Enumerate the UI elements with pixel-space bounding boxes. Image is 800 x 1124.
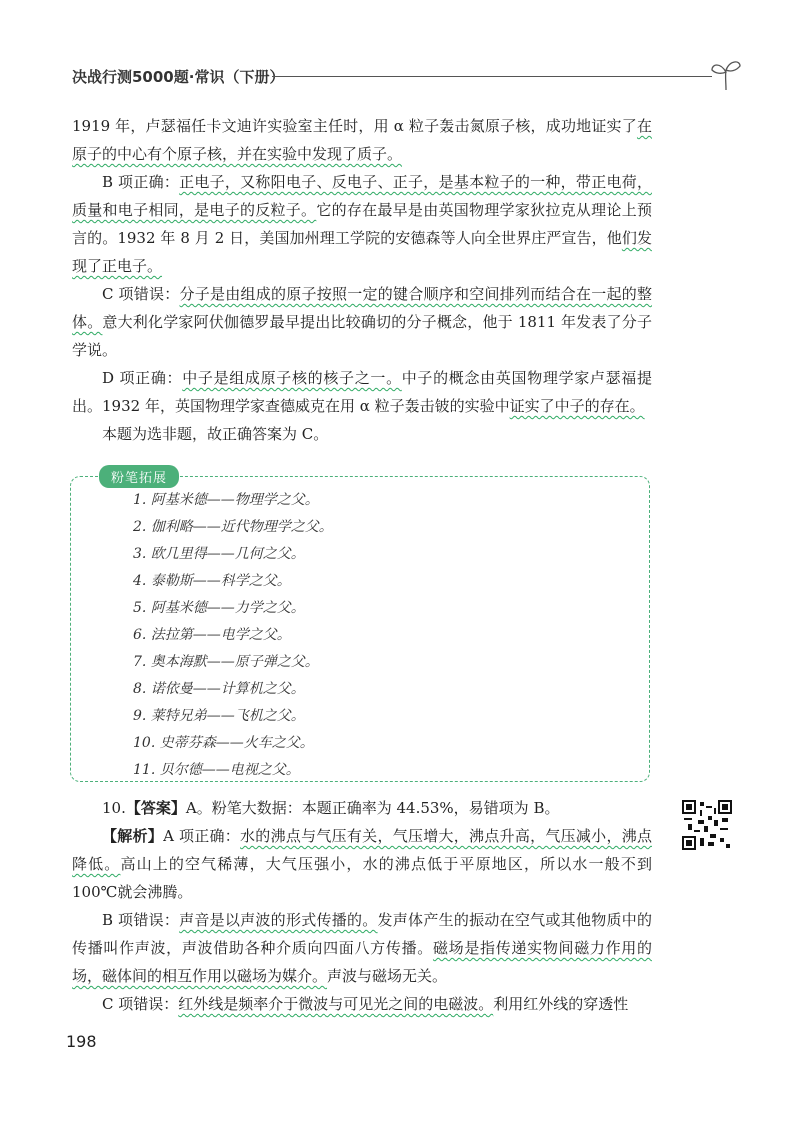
extension-box bbox=[70, 471, 650, 782]
list-item: 8. 诺依曼——计算机之父。 bbox=[133, 681, 305, 697]
list-item: 4. 泰勒斯——科学之父。 bbox=[133, 573, 291, 589]
item-b-paragraph: B 项正确：正电子，又称阳电子、反电子、正子，是基本粒子的一种，带正电荷，质量和电子相同，是电子的反粒子。它的存在最早是由英国物理学家狄拉克从理论上预言的。1932 年 8 月 2 日，美国加州理工学院的安德森等人向全世界庄严宣告，他们发现了正电子。 bbox=[72, 173, 652, 275]
intro-paragraph: 1919 年，卢瑟福任卡文迪许实验室主任时，用 α 粒子轰击氮原子核，成功地证实了在原子的中心有个原子核，并在实验中发现了质子。 bbox=[72, 117, 652, 163]
book-title: 决战行测5000题·常识（下册） bbox=[72, 68, 285, 86]
list-item: 9. 莱特兄弟——飞机之父。 bbox=[133, 708, 305, 724]
list-item: 6. 法拉第——电学之父。 bbox=[133, 627, 291, 643]
answer-body bbox=[72, 112, 652, 448]
list-item: 7. 奥本海默——原子弹之父。 bbox=[133, 654, 319, 670]
list-item: 2. 伽利略——近代物理学之父。 bbox=[133, 519, 333, 535]
list-item: 11. 贝尔德——电视之父。 bbox=[133, 762, 300, 778]
list-item: 10. 史蒂芬森——火车之父。 bbox=[133, 735, 314, 751]
analysis-c: C 项错误：红外线是频率介于微波与可见光之间的电磁波。利用红外线的穿透性 bbox=[102, 995, 629, 1013]
extension-list bbox=[133, 487, 333, 784]
question-10-answer bbox=[72, 794, 652, 1018]
page-header bbox=[72, 56, 742, 92]
list-item: 5. 阿基米德——力学之父。 bbox=[133, 600, 305, 616]
qr-code-icon[interactable] bbox=[682, 800, 732, 850]
extension-label: 粉笔拓展 bbox=[99, 465, 179, 488]
item-d-paragraph: D 项正确：中子是组成原子核的核子之一。中子的概念由英国物理学家卢瑟福提出。1932 年，英国物理学家查德威克在用 α 粒子轰击铍的实验中证实了中子的存在。 bbox=[72, 369, 652, 415]
analysis-b: B 项错误：声音是以声波的形式传播的。发声体产生的振动在空气或其他物质中的传播叫作声波，声波借助各种介质向四面八方传播。磁场是指传递实物间磁力作用的场，磁体间的相互作用以磁场为媒介。声波与磁场无关。 bbox=[72, 911, 652, 985]
header-rule bbox=[272, 76, 712, 77]
page-number: 198 bbox=[66, 1032, 97, 1051]
list-item: 3. 欧几里得——几何之父。 bbox=[133, 546, 305, 562]
item-c-paragraph: C 项错误：分子是由组成的原子按照一定的键合顺序和空间排列而结合在一起的整体。意大利化学家阿伏伽德罗最早提出比较确切的分子概念，他于 1811 年发表了分子学说。 bbox=[72, 285, 652, 359]
conclusion: 本题为选非题，故正确答案为 C。 bbox=[102, 425, 329, 443]
answer-line: 10.【答案】A。粉笔大数据：本题正确率为 44.53%，易错项为 B。 bbox=[102, 799, 560, 817]
sprout-icon bbox=[710, 56, 742, 90]
list-item: 1. 阿基米德——物理学之父。 bbox=[133, 492, 319, 508]
analysis-a: 【解析】A 项正确：水的沸点与气压有关，气压增大，沸点升高，气压减小，沸点降低。高山上的空气稀薄，大气压强小，水的沸点低于平原地区，所以水一般不到 100℃就会沸腾。 bbox=[72, 827, 652, 901]
